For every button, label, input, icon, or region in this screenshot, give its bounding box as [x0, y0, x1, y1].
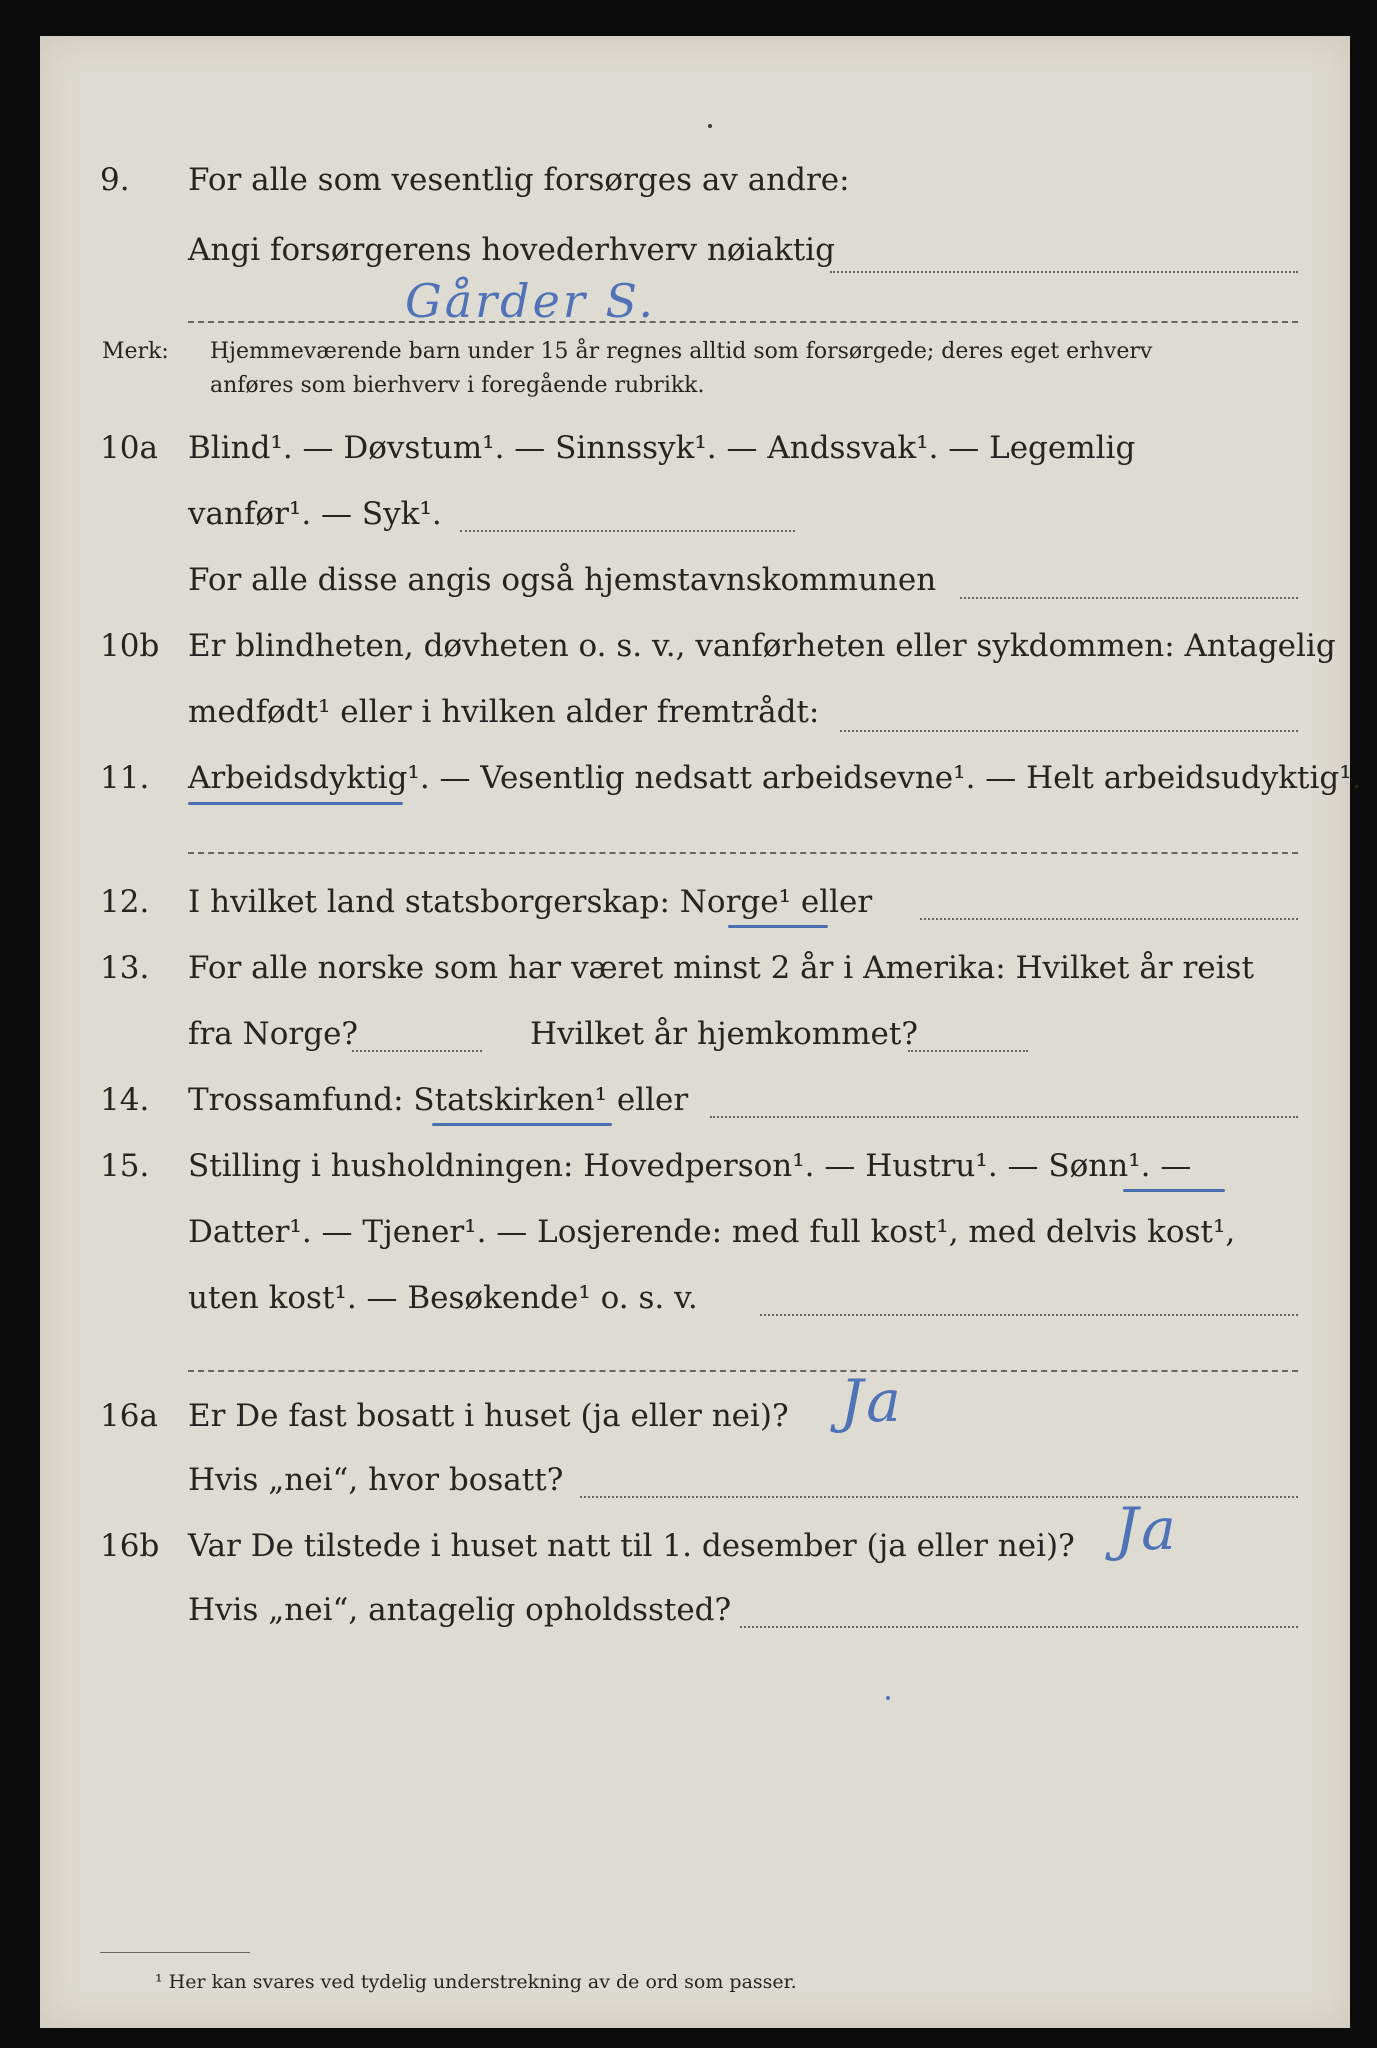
q13-year-returned-line	[908, 1050, 1028, 1052]
q12-option-norge[interactable]: Norge¹	[679, 884, 792, 920]
q13-year-left-line	[352, 1050, 482, 1052]
q11-answer-underline	[188, 802, 403, 805]
q16a-handwritten-answer[interactable]: Ja	[840, 1367, 904, 1435]
q12-text	[188, 882, 872, 922]
merk-line2: anføres som bierhverv i foregående rubrikk.	[210, 373, 705, 398]
q14-option-statskirken[interactable]: Statskirken¹	[413, 1082, 607, 1118]
q11-option-arbeidsdyktig[interactable]: Arbeidsdyktig¹.	[188, 760, 430, 796]
q16b-answer-line	[740, 1626, 1298, 1628]
q14-number: 14.	[100, 1082, 150, 1118]
q15-answer-line-2	[188, 1370, 1298, 1372]
q16a-line2: Hvis „nei“, hvor bosatt?	[188, 1462, 564, 1498]
q10b-line2: medfødt¹ eller i hvilken alder fremtrådt:	[188, 694, 820, 730]
q12-answer-line	[920, 918, 1298, 920]
q10b-number: 10b	[100, 628, 160, 664]
q14-text	[188, 1080, 688, 1120]
q16b-line1: Var De tilstede i huset natt til 1. desember (ja eller nei)?	[188, 1528, 1075, 1564]
q10a-answer-line-1	[460, 530, 795, 532]
footnote: ¹ Her kan svares ved tydelig understrekning av de ord som passer.	[155, 1971, 797, 1993]
q15-option-sonn[interactable]: Sønn¹.	[1048, 1148, 1151, 1184]
q16b-number: 16b	[100, 1528, 160, 1564]
q14-post: eller	[607, 1082, 689, 1118]
q14-answer-underline	[432, 1123, 612, 1126]
merk-label: Merk:	[102, 339, 169, 364]
census-form-page	[40, 36, 1362, 2028]
q15-line1-post: —	[1150, 1148, 1192, 1184]
q10a-line3: For alle disse angis også hjemstavnskommunen	[188, 562, 937, 598]
q15-line3: uten kost¹. — Besøkende¹ o. s. v.	[188, 1280, 698, 1316]
q10b-answer-line	[840, 730, 1298, 732]
q14-pre: Trossamfund:	[188, 1082, 414, 1118]
q15-number: 15.	[100, 1148, 150, 1184]
q9-number: 9.	[100, 162, 130, 198]
q15-answer-underline	[1123, 1189, 1225, 1192]
q10a-number: 10a	[100, 430, 158, 466]
q9-handwritten-answer[interactable]: Gårder S.	[405, 274, 656, 328]
q13-line2b: Hvilket år hjemkommet?	[530, 1016, 918, 1052]
q15-line1-pre: Stilling i husholdningen: Hovedperson¹. — Hustru¹. —	[188, 1148, 1049, 1184]
q11-text	[188, 758, 1362, 798]
q12-post: eller	[791, 884, 873, 920]
q10a-line1: Blind¹. — Døvstum¹. — Sinnssyk¹. — Andssvak¹. — Legemlig	[188, 430, 1136, 466]
q13-line1: For alle norske som har været minst 2 år i Amerika: Hvilket år reist	[188, 950, 1254, 986]
q9-answer-line-2	[188, 321, 1298, 323]
q12-answer-underline	[728, 925, 828, 928]
q11-answer-line	[188, 852, 1298, 854]
q10b-line1: Er blindheten, døvheten o. s. v., vanførheten eller sykdommen: Antagelig	[188, 628, 1336, 664]
q14-answer-line	[710, 1116, 1298, 1118]
q9-line2: Angi forsørgerens hovederhverv nøiaktig	[188, 232, 835, 268]
q11-rest: — Vesentlig nedsatt arbeidsevne¹. — Helt arbeidsudyktig¹.	[429, 760, 1362, 796]
footnote-rule	[100, 1952, 250, 1953]
q13-number: 13.	[100, 950, 150, 986]
q16b-handwritten-answer[interactable]: Ja	[1115, 1495, 1179, 1563]
q16b-line2: Hvis „nei“, antagelig opholdssted?	[188, 1592, 732, 1628]
q10a-line2: vanfør¹. — Syk¹.	[188, 496, 442, 532]
q16a-answer-line	[580, 1496, 1298, 1498]
q9-answer-line-1	[830, 271, 1298, 273]
merk-line1: Hjemmeværende barn under 15 år regnes alltid som forsørgede; deres eget erhverv	[210, 339, 1153, 364]
q15-answer-line-1	[760, 1314, 1298, 1316]
q11-number: 11.	[100, 760, 150, 796]
q9-line1: For alle som vesentlig forsørges av andre:	[188, 162, 850, 198]
q16a-number: 16a	[100, 1398, 158, 1434]
ink-speck	[708, 124, 712, 128]
q13-line2a: fra Norge?	[188, 1016, 359, 1052]
q10a-answer-line-2	[960, 597, 1298, 599]
q12-number: 12.	[100, 884, 150, 920]
q15-line2: Datter¹. — Tjener¹. — Losjerende: med full kost¹, med delvis kost¹,	[188, 1214, 1236, 1250]
q12-pre: I hvilket land statsborgerskap:	[188, 884, 680, 920]
q16a-line1: Er De fast bosatt i huset (ja eller nei)?	[188, 1398, 789, 1434]
q15-line1	[188, 1146, 1191, 1186]
ink-speck	[886, 1696, 890, 1700]
